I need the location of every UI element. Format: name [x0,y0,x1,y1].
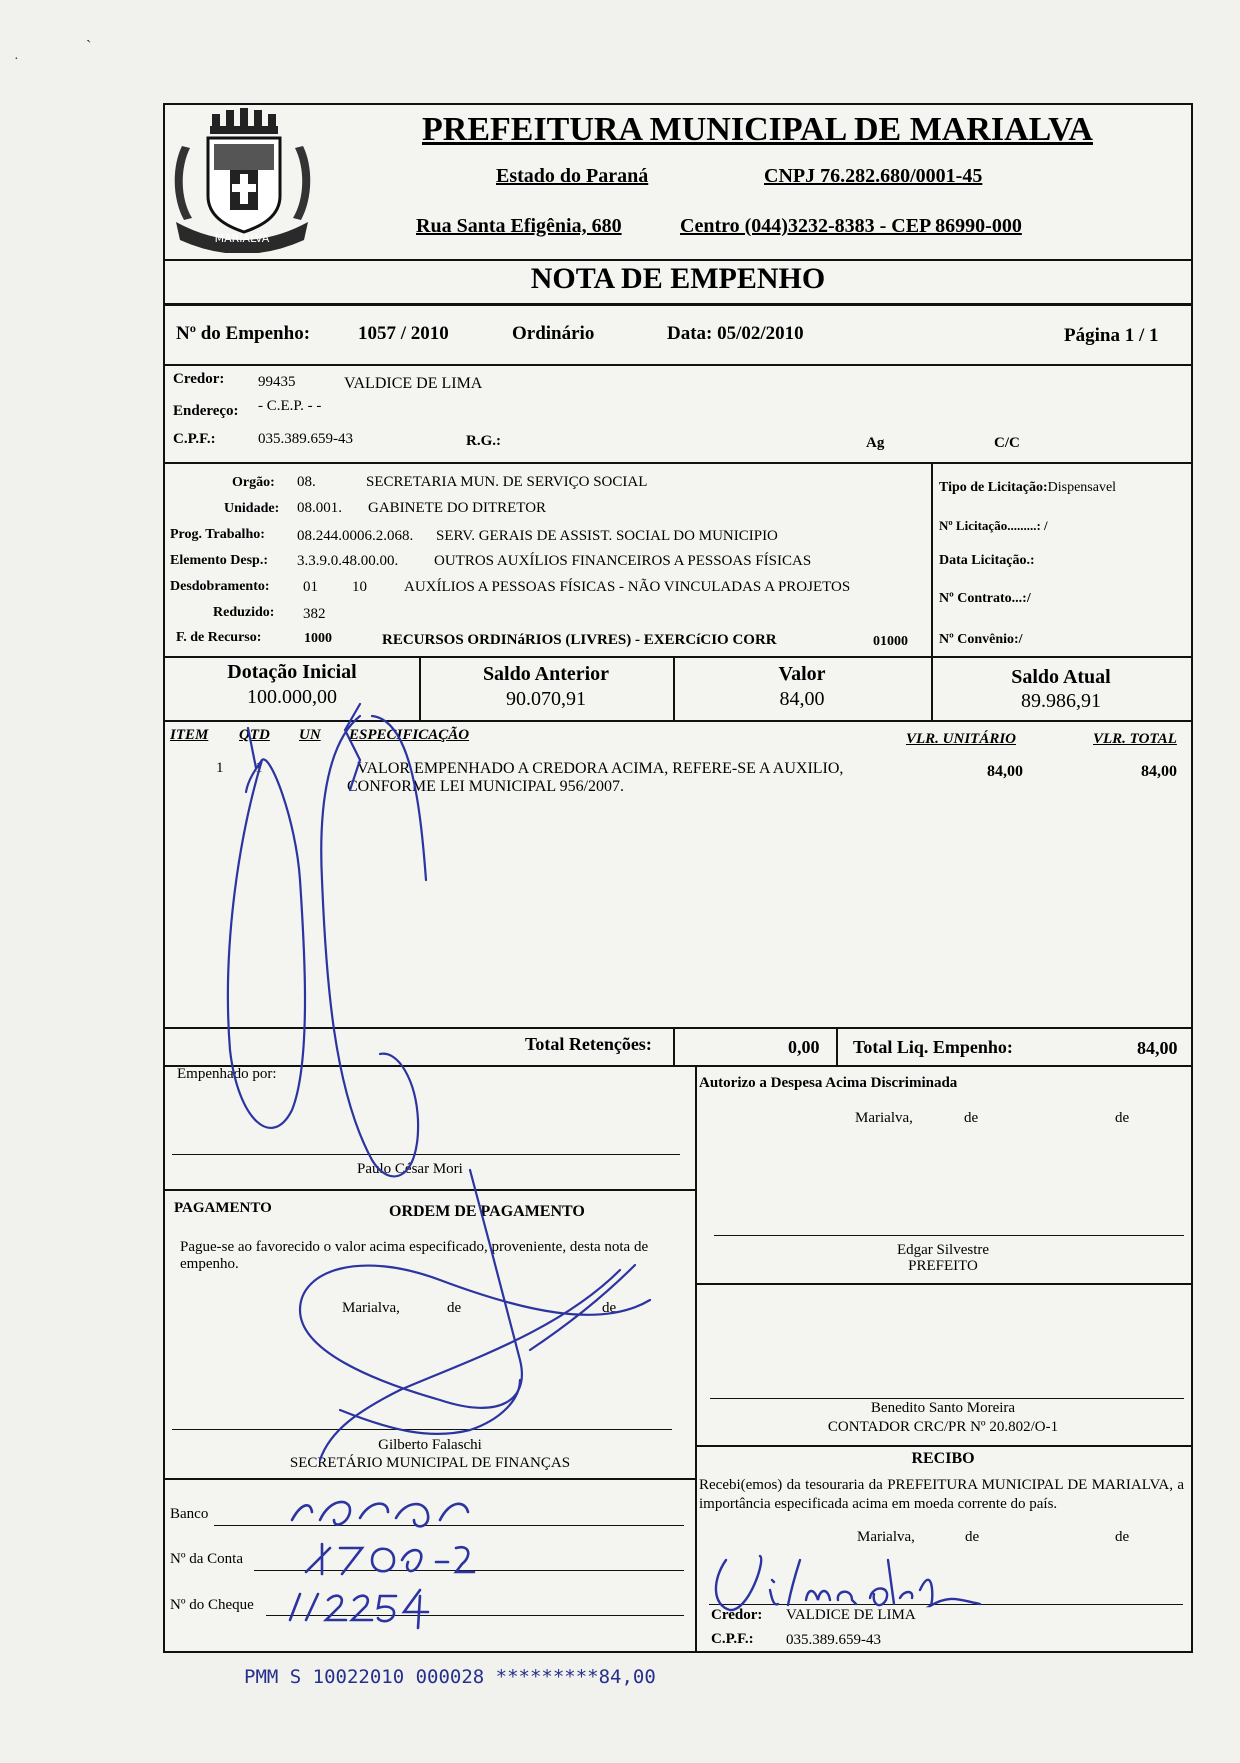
divider [695,1283,1191,1285]
doc-title: NOTA DE EMPENHO [530,262,826,295]
autorizo-signer: Edgar Silvestre [896,1242,990,1258]
page-title: PREFEITURA MUNICIPAL DE MARIALVA [422,111,1093,148]
divider [165,1189,695,1191]
banco-line [214,1525,684,1526]
contact-label: Centro (044)3232-8383 - CEP 86990-000 [680,215,1022,237]
signature-line [714,1235,1184,1236]
ag-label: Ag [866,435,885,451]
convenio-number: Nº Convênio:/ [939,632,1023,647]
divider [165,303,1191,306]
recibo-credor-label: Credor: [711,1607,763,1623]
cpf-value: 035.389.659-43 [258,431,353,447]
unidade-label: Unidade: [224,501,280,516]
empenho-type: Ordinário [512,323,595,344]
unidade-desc: GABINETE DO DITRETOR [368,500,547,516]
recurso-desc: RECURSOS ORDINáRIOS (LIVRES) - EXERCíCIO CORR [382,632,777,648]
desdobramento-label: Desdobramento: [170,579,270,594]
municipal-crest-icon [170,108,315,253]
credor-code: 99435 [258,374,296,390]
recibo-title: RECIBO [911,1450,975,1467]
contrato-number: Nº Contrato...:/ [939,591,1031,606]
divider [165,462,1191,464]
autorizo-city: Marialva, [855,1110,913,1126]
signature-line [172,1154,680,1155]
empenhado-label: Empenhado por: [177,1066,277,1082]
pagamento-label: PAGAMENTO [174,1200,272,1216]
row-spec-line2: CONFORME LEI MUNICIPAL 956/2007. [347,778,625,795]
col-vlr-total: VLR. TOTAL [1093,731,1177,747]
conta-line [254,1570,684,1571]
row-qtd: 1 [255,760,263,776]
desdobramento-a: 01 [303,579,318,595]
total-retencoes-label: Total Retenções: [525,1034,652,1054]
desdobramento-b: 10 [352,579,367,595]
saldo-atual-value: 89.986,91 [1021,690,1101,712]
divider [931,463,933,657]
dotacao-inicial-label: Dotação Inicial [227,661,357,683]
col-vlr-unitario: VLR. UNITÁRIO [906,731,1017,747]
saldo-anterior-value: 90.070,91 [506,688,586,710]
unidade-code: 08.001. [297,500,342,516]
prog-code: 08.244.0006.2.068. [297,528,414,544]
signature-line [710,1398,1184,1399]
empenho-number: 1057 / 2010 [358,323,449,344]
col-item: ITEM [170,727,209,743]
licitacao-tipo: Tipo de Licitação:Dispensavel [939,480,1117,495]
cpf-label: C.P.F.: [173,431,216,447]
col-qtd: QTD [239,727,270,743]
divider [695,1066,697,1651]
recurso-code: 1000 [304,631,332,646]
autorizo-label: Autorizo a Despesa Acima Discriminada [699,1075,958,1091]
row-unit-value: 84,00 [987,763,1023,780]
dotacao-inicial-value: 100.000,00 [247,686,337,708]
elemento-label: Elemento Desp.: [170,553,268,568]
total-liquido-label: Total Liq. Empenho: [853,1037,1013,1057]
recurso-code2: 01000 [873,634,908,649]
pagamento-signer: Gilberto Falaschi [378,1437,482,1453]
address-label: Rua Santa Efigênia, 680 [416,215,622,237]
pagamento-text: Pague-se ao favorecido o valor acima especificado, proveniente, desta nota de empenho. [180,1239,649,1272]
recurso-label: F. de Recurso: [176,630,262,645]
empenho-number-label: Nº do Empenho: [176,323,311,344]
prog-label: Prog. Trabalho: [170,527,265,542]
credor-name: VALDICE DE LIMA [344,375,483,392]
row-item: 1 [216,760,224,776]
banco-label: Banco [170,1506,209,1522]
elemento-code: 3.3.9.0.48.00.00. [297,553,399,569]
stray-mark: ˋ [86,38,92,55]
ordem-pagamento-title: ORDEM DE PAGAMENTO [389,1203,585,1220]
prog-desc: SERV. GERAIS DE ASSIST. SOCIAL DO MUNICIPIO [436,528,778,544]
recibo-cpf-label: C.P.F.: [711,1631,754,1647]
total-retencoes-value: 0,00 [788,1037,820,1057]
reduzido-value: 382 [303,606,326,622]
cc-label: C/C [994,435,1020,451]
conta-label: Nº da Conta [170,1551,243,1567]
page-number: Página 1 / 1 [1064,325,1159,346]
signature-line [172,1429,672,1430]
divider [836,1028,838,1066]
orgao-code: 08. [297,474,316,490]
licitacao-numero: Nº Licitação.........: / [939,518,1048,533]
recibo-de2: de [1115,1529,1130,1545]
empenhado-signer: Paulo César Mori [357,1161,463,1177]
state-label: Estado do Paraná [496,165,649,187]
elemento-desc: OUTROS AUXÍLIOS FINANCEIROS A PESSOAS FÍSICAS [434,553,812,569]
contador-signer: Benedito Santo Moreira [870,1400,1016,1416]
recibo-credor-name: VALDICE DE LIMA [786,1607,916,1623]
signature-line [709,1604,1183,1605]
saldo-anterior-label: Saldo Anterior [482,663,610,685]
row-total-value: 84,00 [1141,763,1177,780]
divider [165,720,1191,722]
rg-label: R.G.: [466,433,501,449]
valor-label: Valor [778,663,826,685]
orgao-desc: SECRETARIA MUN. DE SERVIÇO SOCIAL [366,474,648,490]
total-liquido-value: 84,00 [1137,1038,1178,1058]
pagamento-role: SECRETÁRIO MUNICIPAL DE FINANÇAS [289,1455,571,1471]
valor-value: 84,00 [779,688,825,710]
licitacao-data: Data Licitação.: [939,553,1035,568]
saldo-atual-label: Saldo Atual [1011,666,1111,688]
pagamento-city: Marialva, [342,1300,400,1316]
divider [695,1445,1191,1447]
divider [165,1478,695,1480]
pagamento-de1: de [447,1300,462,1316]
endereco-label: Endereço: [173,403,239,419]
divider [165,1027,1191,1029]
cheque-line [266,1615,684,1616]
stray-mark: · [14,52,19,67]
divider [673,1028,675,1066]
pagamento-de2: de [602,1300,617,1316]
autorizo-de2: de [1115,1110,1130,1126]
recibo-de1: de [965,1529,980,1545]
divider [165,1065,1191,1067]
divider [165,656,1191,658]
orgao-label: Orgão: [232,475,275,490]
autorizo-de1: de [964,1110,979,1126]
autorizo-role: PREFEITO [908,1258,978,1274]
col-un: UN [299,727,321,743]
empenho-date: Data: 05/02/2010 [667,323,804,344]
divider [165,364,1191,366]
credor-label: Credor: [173,371,225,387]
recibo-text: Recebi(emos) da tesouraria da PREFEITURA MUNICIPAL DE MARIALVA, a importância especificada acima em moeda corrente do país. [699,1477,1184,1512]
desdobramento-desc: AUXÍLIOS A PESSOAS FÍSICAS - NÃO VINCULADAS A PROJETOS [404,579,851,595]
row-spec-line1: VALOR EMPENHADO A CREDORA ACIMA, REFERE-SE A AUXILIO, [357,760,844,777]
col-especificacao: ESPECIFICAÇÃO [349,727,470,743]
contador-role: CONTADOR CRC/PR Nº 20.802/O-1 [827,1419,1059,1435]
cnpj-label: CNPJ 76.282.680/0001-45 [764,165,983,187]
cheque-label: Nº do Cheque [170,1597,254,1613]
endereco-value: - C.E.P. - - [258,398,322,414]
recibo-city: Marialva, [857,1529,915,1545]
svg-text:MARIALVA: MARIALVA [214,232,270,245]
recibo-cpf: 035.389.659-43 [786,1632,881,1648]
payment-stamp: PMM S 10022010 000028 *********84,00 [244,1666,656,1688]
reduzido-label: Reduzido: [213,605,275,620]
divider [165,259,1191,261]
